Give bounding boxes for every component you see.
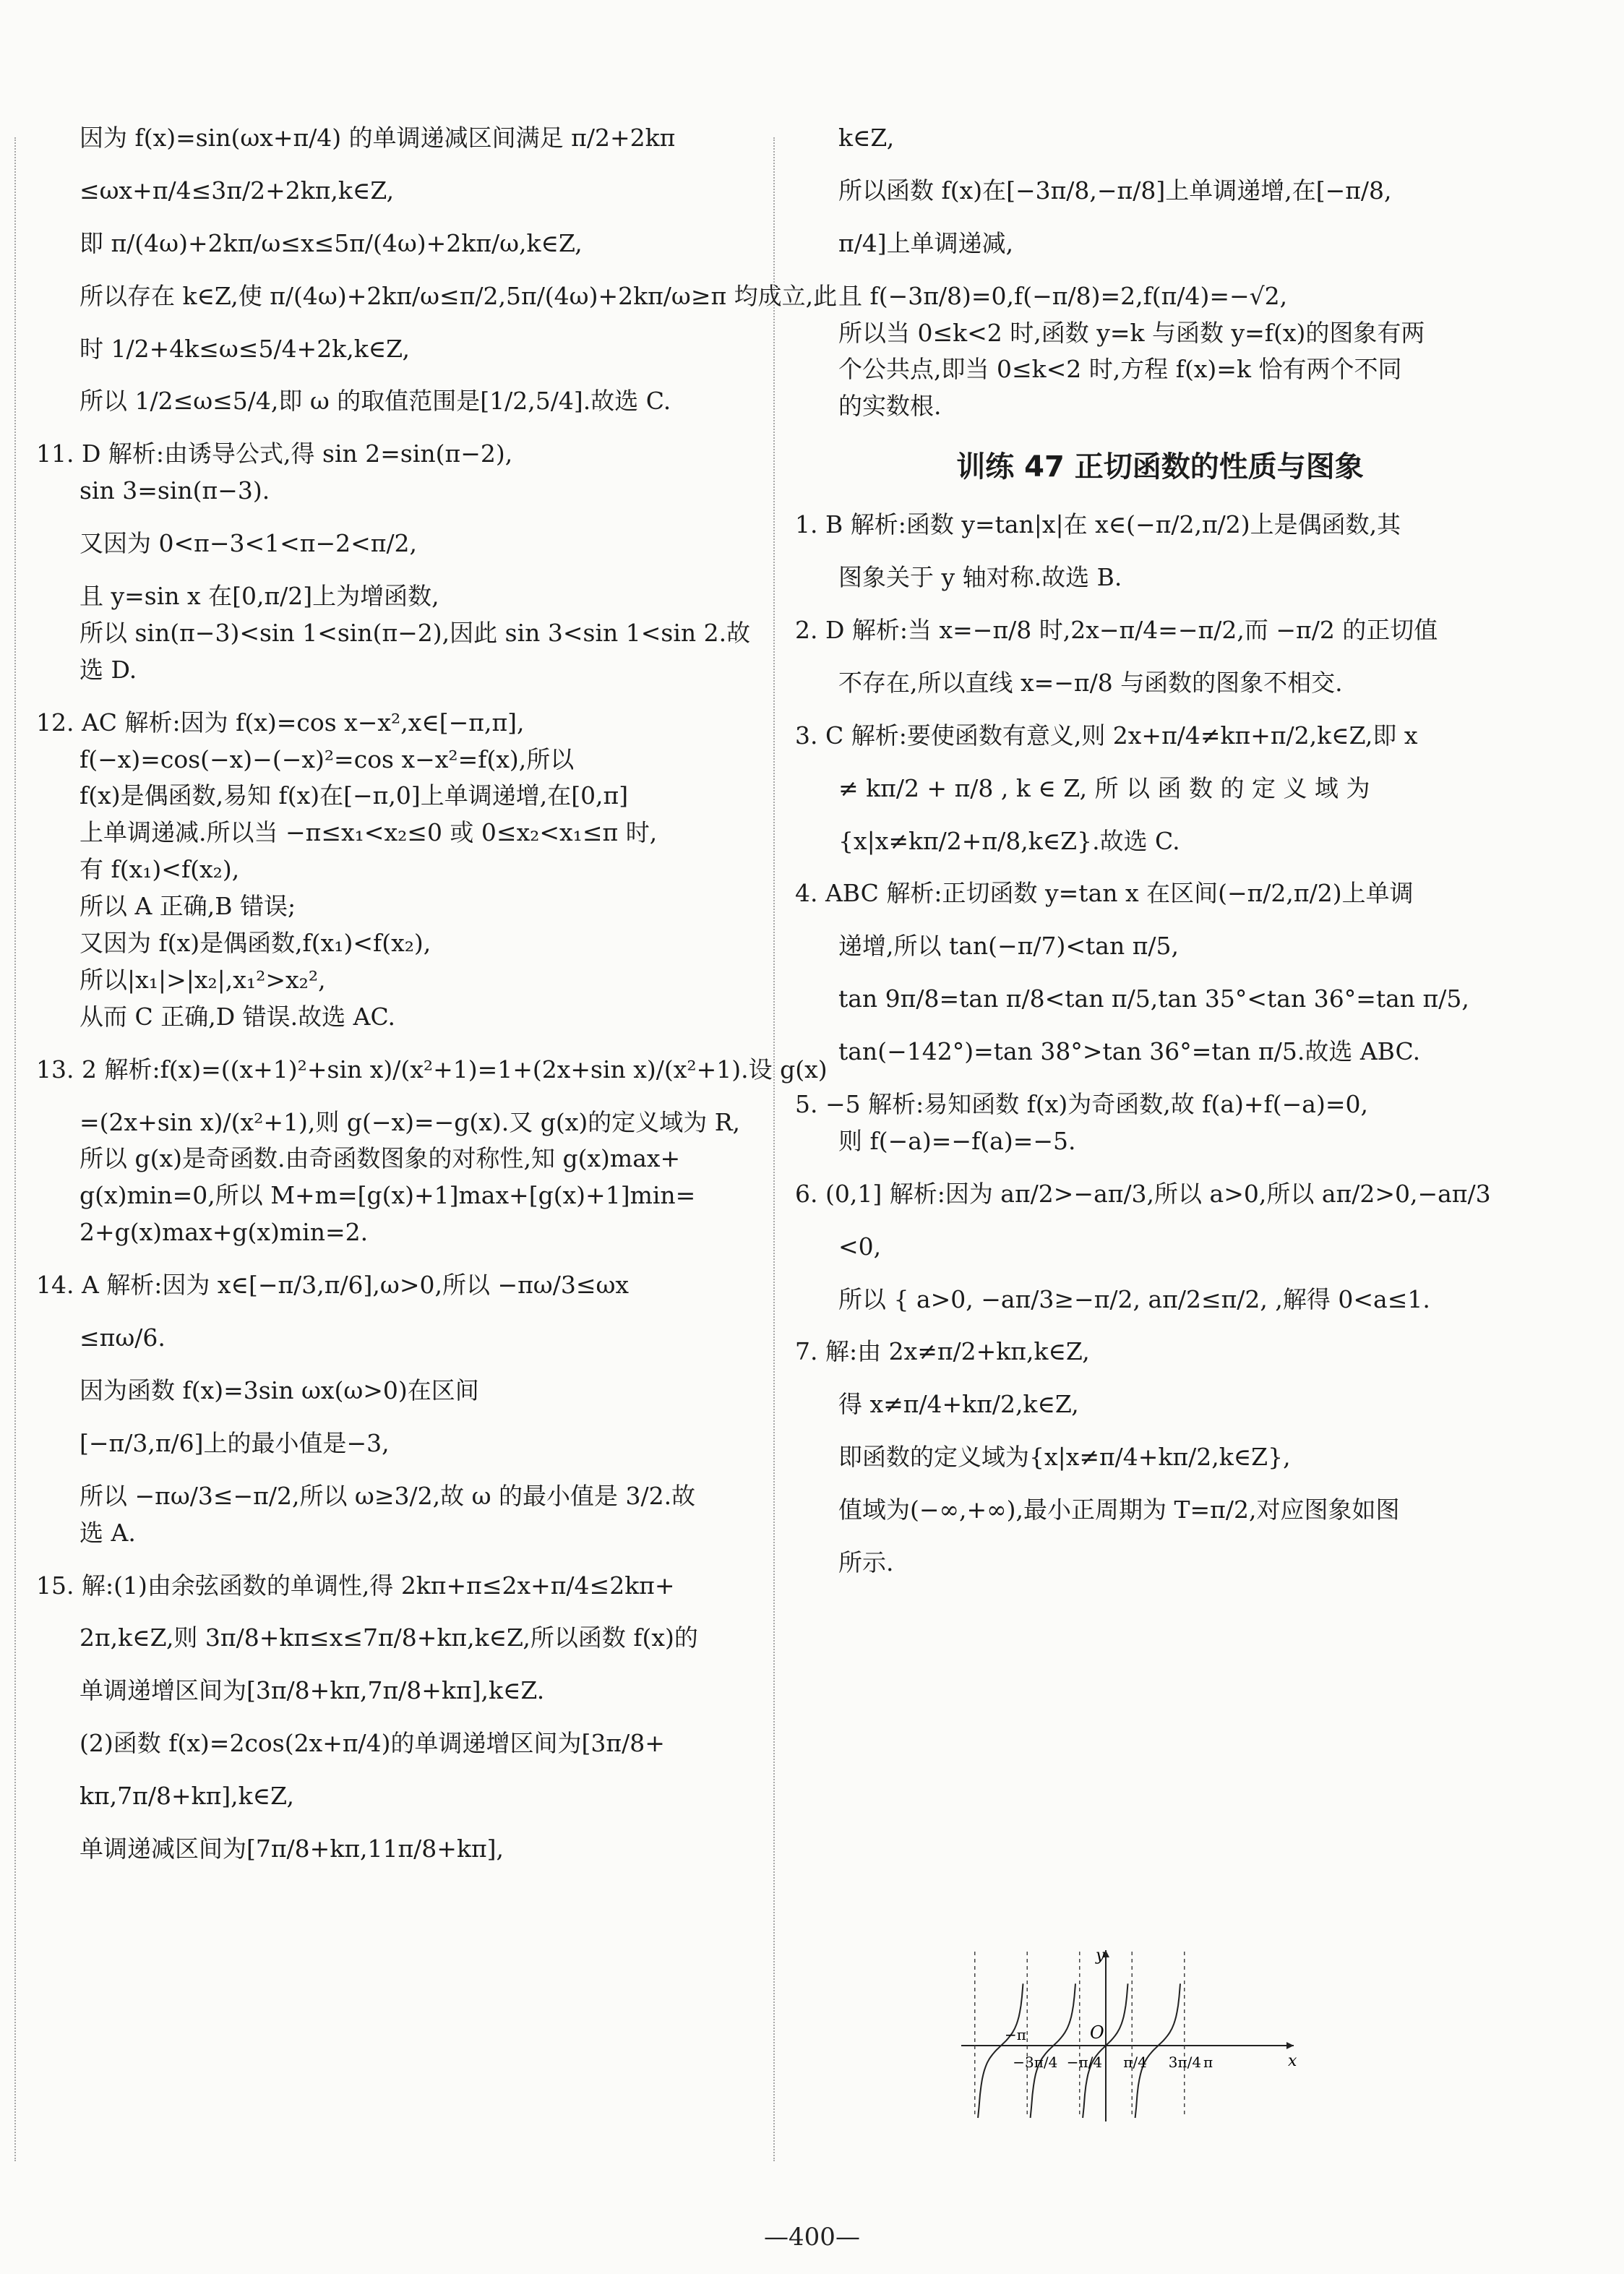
text-line: 选 D. bbox=[80, 655, 137, 684]
x-axis-arrow bbox=[1286, 2042, 1294, 2049]
text-line: g(x)min=0,所以 M+m=[g(x)+1]max+[g(x)+1]min= bbox=[80, 1181, 696, 1210]
tangent-graph bbox=[954, 1944, 1301, 2125]
page-number: —400— bbox=[764, 2223, 860, 2252]
text-line: 且 f(−3π/8)=0,f(−π/8)=2,f(π/4)=−√2, bbox=[838, 281, 1288, 310]
text-line: <0, bbox=[838, 1232, 882, 1261]
text-line: 2π,k∈Z,则 3π/8+kπ≤x≤7π/8+kπ,k∈Z,所以函数 f(x)的 bbox=[80, 1623, 698, 1652]
text-line: 14. A 解析:因为 x∈[−π/3,π/6],ω>0,所以 −πω/3≤ωx bbox=[36, 1271, 629, 1300]
text-line: 11. D 解析:由诱导公式,得 sin 2=sin(π−2), bbox=[36, 439, 513, 468]
text-line: 又因为 f(x)是偶函数,f(x₁)<f(x₂), bbox=[80, 929, 431, 958]
text-line: 所以 { a>0, −aπ/3≥−π/2, aπ/2≤π/2, ,解得 0<a≤1. bbox=[838, 1284, 1430, 1313]
text-line: 图象关于 y 轴对称.故选 B. bbox=[838, 563, 1122, 592]
text-line: [−π/3,π/6]上的最小值是−3, bbox=[80, 1428, 390, 1457]
text-line: (2)函数 f(x)=2cos(2x+π/4)的单调递增区间为[3π/8+ bbox=[80, 1729, 665, 1758]
text-line: 即 π/(4ω)+2kπ/ω≤x≤5π/(4ω)+2kπ/ω,k∈Z, bbox=[80, 228, 583, 257]
text-line: π/4]上单调递减, bbox=[838, 228, 1014, 257]
tick-labels bbox=[1005, 2026, 1213, 2071]
column-divider-left bbox=[14, 137, 16, 2161]
tick-label: 3π/4 bbox=[1168, 2054, 1202, 2071]
x-axis-label: x bbox=[1288, 2052, 1297, 2070]
text-line: k∈Z, bbox=[838, 124, 895, 152]
text-line: 且 y=sin x 在[0,π/2]上为增函数, bbox=[80, 582, 439, 611]
text-line: =(2x+sin x)/(x²+1),则 g(−x)=−g(x).又 g(x)的定义域为 R, bbox=[80, 1107, 741, 1136]
text-line: 2. D 解析:当 x=−π/8 时,2x−π/4=−π/2,而 −π/2 的正切值 bbox=[795, 616, 1438, 645]
text-line: ≠ kπ/2 + π/8 , k ∈ Z, 所 以 函 数 的 定 义 域 为 bbox=[838, 773, 1370, 802]
text-line: 值域为(−∞,+∞),最小正周期为 T=π/2,对应图象如图 bbox=[838, 1496, 1400, 1524]
text-line: 13. 2 解析:f(x)=((x+1)²+sin x)/(x²+1)=1+(2x+sin x)/(x²+1).设 g(x) bbox=[36, 1055, 828, 1084]
right-bottom-block bbox=[795, 510, 1525, 1579]
text-line: 因为函数 f(x)=3sin ωx(ω>0)在区间 bbox=[80, 1376, 479, 1404]
text-line: tan(−142°)=tan 38°>tan 36°=tan π/5.故选 ABC. bbox=[838, 1037, 1421, 1066]
text-line: 得 x≠π/4+kπ/2,k∈Z, bbox=[838, 1390, 1079, 1419]
text-line: 6. (0,1] 解析:因为 aπ/2>−aπ/3,所以 a>0,所以 aπ/2>0,−aπ/3 bbox=[795, 1179, 1491, 1208]
text-line: 所以当 0≤k<2 时,函数 y=k 与函数 y=f(x)的图象有两 bbox=[838, 318, 1425, 347]
origin-label: O bbox=[1090, 2022, 1104, 2043]
y-axis-label: y bbox=[1096, 1947, 1105, 1965]
text-line: kπ,7π/8+kπ],k∈Z, bbox=[80, 1782, 294, 1811]
tangent-branch bbox=[978, 1983, 1023, 2118]
tick-label: −π bbox=[1005, 2026, 1026, 2043]
text-line: 则 f(−a)=−f(a)=−5. bbox=[838, 1126, 1076, 1155]
text-line: 所以 sin(π−3)<sin 1<sin(π−2),因此 sin 3<sin 1<sin 2.故 bbox=[80, 618, 751, 647]
text-line: 所以 1/2≤ω≤5/4,即 ω 的取值范围是[1/2,5/4].故选 C. bbox=[80, 387, 671, 416]
text-line: 单调递增区间为[3π/8+kπ,7π/8+kπ],k∈Z. bbox=[80, 1676, 545, 1705]
text-line: 所以存在 k∈Z,使 π/(4ω)+2kπ/ω≤π/2,5π/(4ω)+2kπ/ω≥π 均成立,此 bbox=[80, 281, 838, 310]
text-line: sin 3=sin(π−3). bbox=[80, 476, 270, 505]
text-line: 时 1/2+4k≤ω≤5/4+2k,k∈Z, bbox=[80, 334, 410, 363]
text-line: 不存在,所以直线 x=−π/8 与函数的图象不相交. bbox=[838, 668, 1343, 697]
tick-label: π bbox=[1203, 2054, 1213, 2071]
text-line: 所示. bbox=[838, 1548, 894, 1577]
tangent-branch bbox=[1135, 1983, 1180, 2118]
text-line: 5. −5 解析:易知函数 f(x)为奇函数,故 f(a)+f(−a)=0, bbox=[795, 1090, 1368, 1119]
section-title: 训练 47 正切函数的性质与图象 bbox=[956, 450, 1364, 484]
tangent-branch bbox=[1031, 1983, 1075, 2118]
text-line: 个公共点,即当 0≤k<2 时,方程 f(x)=k 恰有两个不同 bbox=[838, 355, 1402, 384]
text-line: 的实数根. bbox=[838, 392, 942, 421]
tick-label: π/4 bbox=[1123, 2054, 1147, 2071]
text-line: 所以 A 正确,B 错误; bbox=[80, 892, 296, 921]
text-line: {x|x≠kπ/2+π/8,k∈Z}.故选 C. bbox=[838, 826, 1180, 855]
text-line: 1. B 解析:函数 y=tan|x|在 x∈(−π/2,π/2)上是偶函数,其 bbox=[795, 510, 1401, 539]
text-line: 所以 −πω/3≤−π/2,所以 ω≥3/2,故 ω 的最小值是 3/2.故 bbox=[80, 1481, 696, 1510]
text-line: 单调递减区间为[7π/8+kπ,11π/8+kπ], bbox=[80, 1834, 504, 1863]
column-divider-middle bbox=[773, 137, 775, 2161]
text-line: 又因为 0<π−3<1<π−2<π/2, bbox=[80, 529, 418, 558]
left-column bbox=[36, 123, 838, 1887]
text-line: 所以 g(x)是奇函数.由奇函数图象的对称性,知 g(x)max+ bbox=[80, 1144, 681, 1173]
text-line: 15. 解:(1)由余弦函数的单调性,得 2kπ+π≤2x+π/4≤2kπ+ bbox=[36, 1571, 675, 1600]
tick-label: −π/4 bbox=[1066, 2054, 1103, 2071]
text-line: 从而 C 正确,D 错误.故选 AC. bbox=[80, 1002, 396, 1031]
text-line: 上单调递减.所以当 −π≤x₁<x₂≤0 或 0≤x₂<x₁≤π 时, bbox=[80, 818, 658, 847]
text-line: 所以函数 f(x)在[−3π/8,−π/8]上单调递增,在[−π/8, bbox=[838, 176, 1392, 205]
text-line: 即函数的定义域为{x|x≠π/4+kπ/2,k∈Z}, bbox=[838, 1443, 1291, 1472]
text-line: 12. AC 解析:因为 f(x)=cos x−x²,x∈[−π,π], bbox=[36, 708, 525, 737]
text-line: f(x)是偶函数,易知 f(x)在[−π,0]上单调递增,在[0,π] bbox=[80, 781, 629, 810]
text-line: 有 f(x₁)<f(x₂), bbox=[80, 855, 240, 884]
text-line: tan 9π/8=tan π/8<tan π/5,tan 35°<tan 36°=tan π/5, bbox=[838, 984, 1469, 1013]
text-line: 因为 f(x)=sin(ωx+π/4) 的单调递减区间满足 π/2+2kπ bbox=[80, 124, 676, 152]
text-line: ≤ωx+π/4≤3π/2+2kπ,k∈Z, bbox=[80, 176, 395, 205]
text-line: ≤πω/6. bbox=[80, 1323, 166, 1352]
text-line: 2+g(x)max+g(x)min=2. bbox=[80, 1218, 369, 1247]
text-line: 7. 解:由 2x≠π/2+kπ,k∈Z, bbox=[795, 1337, 1090, 1366]
tick-label: −3π/4 bbox=[1013, 2054, 1058, 2071]
right-top-block bbox=[795, 123, 1525, 422]
tangent-graph-svg bbox=[954, 1944, 1301, 2125]
text-line: f(−x)=cos(−x)−(−x)²=cos x−x²=f(x),所以 bbox=[80, 745, 575, 773]
text-line: 选 A. bbox=[80, 1518, 136, 1547]
text-line: 递增,所以 tan(−π/7)<tan π/5, bbox=[838, 932, 1179, 961]
text-line: 3. C 解析:要使函数有意义,则 2x+π/4≠kπ+π/2,k∈Z,即 x bbox=[795, 721, 1418, 750]
text-line: 所以|x₁|>|x₂|,x₁²>x₂², bbox=[80, 965, 326, 994]
text-line: 4. ABC 解析:正切函数 y=tan x 在区间(−π/2,π/2)上单调 bbox=[795, 879, 1414, 908]
right-column bbox=[795, 123, 1525, 1600]
